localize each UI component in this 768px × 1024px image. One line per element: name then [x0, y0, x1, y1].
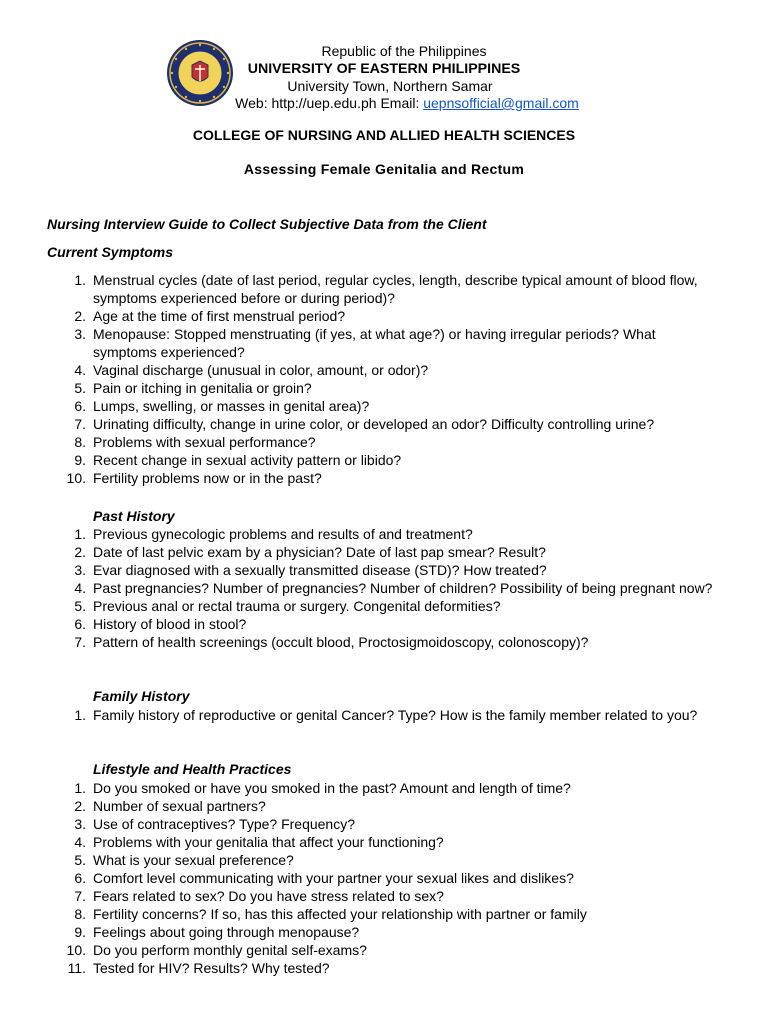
list-item-text: Fertility problems now or in the past?: [93, 470, 322, 486]
section-title-family-history: Family History: [93, 688, 190, 704]
past-history-list: [0, 525, 740, 651]
list-item: [0, 959, 740, 977]
list-item: [0, 469, 740, 487]
list-item: [0, 905, 740, 923]
list-item-text: Vaginal discharge (unusual in color, amount, or odor)?: [93, 362, 429, 378]
list-number: 3.: [74, 562, 86, 578]
list-item: [0, 851, 740, 869]
list-item-text: Fertility concerns? If so, has this affected your relationship with partner or family: [93, 906, 587, 922]
list-number: 1.: [74, 707, 86, 723]
list-number: 4.: [74, 834, 86, 850]
list-item: [0, 451, 740, 469]
list-number: 8.: [74, 906, 86, 922]
list-number: 2.: [74, 308, 86, 324]
current-symptoms-list: [0, 271, 740, 487]
list-item: [0, 543, 740, 561]
list-item: [0, 615, 740, 633]
list-item-text: Use of contraceptives? Type? Frequency?: [93, 816, 356, 832]
header-republic: Republic of the Philippines: [321, 43, 487, 59]
list-item-text: Urinating difficulty, change in urine color, or developed an odor? Difficulty controlling urine?: [93, 416, 655, 432]
list-number: 10.: [66, 470, 86, 486]
list-item-text: Problems with sexual performance?: [93, 434, 316, 450]
section-title-past-history: Past History: [93, 508, 175, 524]
lifestyle-list: [0, 779, 740, 977]
list-item-text: History of blood in stool?: [93, 616, 247, 632]
list-item-text: Family history of reproductive or genital Cancer? Type? How is the family member related to you?: [93, 707, 698, 723]
list-number: 4.: [74, 580, 86, 596]
list-item-text: Recent change in sexual activity pattern or libido?: [93, 452, 402, 468]
list-number: 6.: [74, 870, 86, 886]
list-number: 2.: [74, 544, 86, 560]
list-item: [0, 271, 740, 307]
list-number: 5.: [74, 598, 86, 614]
email-link[interactable]: uepnsofficial@gmail.com: [423, 95, 579, 111]
list-number: 3.: [74, 816, 86, 832]
family-history-list: [0, 706, 740, 724]
list-number: 6.: [74, 398, 86, 414]
list-item-text: Do you perform monthly genital self-exams?: [93, 942, 367, 958]
list-number: 8.: [74, 434, 86, 450]
list-item: [0, 579, 740, 597]
list-item-text: Evar diagnosed with a sexually transmitted disease (STD)? How treated?: [93, 562, 547, 578]
section-title-lifestyle: Lifestyle and Health Practices: [93, 761, 292, 777]
list-number: 9.: [74, 452, 86, 468]
list-item-text: Age at the time of first menstrual period?: [93, 308, 346, 324]
list-item: [0, 397, 740, 415]
list-number: 1.: [74, 780, 86, 796]
list-number: 11.: [67, 960, 86, 976]
list-item-text: Past pregnancies? Number of pregnancies? Number of children? Possibility of being pregnant now?: [93, 580, 713, 596]
list-item-text: Number of sexual partners?: [93, 798, 266, 814]
list-item-text: Previous gynecologic problems and results of and treatment?: [93, 526, 473, 542]
header-location: University Town, Northern Samar: [287, 78, 493, 94]
list-item: [0, 941, 740, 959]
list-item: [0, 797, 740, 815]
list-item: [0, 779, 740, 797]
list-number: 5.: [74, 380, 86, 396]
list-item: [0, 379, 740, 397]
header-university-name: UNIVERSITY OF EASTERN PHILIPPINES: [247, 61, 521, 77]
list-number: 1.: [74, 272, 86, 288]
list-item-text: Feelings about going through menopause?: [93, 924, 360, 940]
list-item: [0, 706, 740, 724]
list-number: 9.: [74, 924, 86, 940]
header-web-label: Web: http://uep.edu.ph Email:: [235, 95, 424, 111]
list-number: 2.: [74, 798, 86, 814]
list-number: 4.: [74, 362, 86, 378]
list-number: 1.: [74, 526, 86, 542]
document-title: Assessing Female Genitalia and Rectum: [243, 161, 525, 177]
list-item-text: Previous anal or rectal trauma or surgery. Congenital deformities?: [93, 598, 501, 614]
list-item: [0, 415, 740, 433]
list-item: [0, 361, 740, 379]
list-item-text: Pattern of health screenings (occult blood, Proctosigmoidoscopy, colonoscopy)?: [93, 634, 589, 650]
list-number: 7.: [74, 634, 86, 650]
list-item-text: What is your sexual preference?: [93, 852, 294, 868]
list-item-text: Pain or itching in genitalia or groin?: [93, 380, 312, 396]
list-number: 10.: [66, 942, 86, 958]
list-number: 6.: [74, 616, 86, 632]
list-item-text: Lumps, swelling, or masses in genital area)?: [93, 398, 370, 414]
list-item: [0, 433, 740, 451]
list-item: [0, 525, 740, 543]
list-number: 7.: [74, 416, 86, 432]
list-item-text: Problems with your genitalia that affect your functioning?: [93, 834, 444, 850]
list-item-text: Date of last pelvic exam by a physician? Date of last pap smear? Result?: [93, 544, 546, 560]
list-number: 7.: [74, 888, 86, 904]
section-title-current-symptoms: Current Symptoms: [47, 244, 174, 260]
list-item: [0, 633, 740, 651]
list-number: 3.: [74, 326, 86, 342]
list-item: [0, 307, 740, 325]
guide-heading: Nursing Interview Guide to Collect Subjective Data from the Client: [47, 216, 487, 232]
list-item: [0, 815, 740, 833]
list-item: [0, 833, 740, 851]
list-number: 5.: [74, 852, 86, 868]
list-item: [0, 869, 740, 887]
list-item: [0, 561, 740, 579]
list-item-text: Fears related to sex? Do you have stress related to sex?: [93, 888, 444, 904]
list-item-text: Comfort level communicating with your partner your sexual likes and dislikes?: [93, 870, 574, 886]
list-item: [0, 923, 740, 941]
list-item-text: Do you smoked or have you smoked in the past? Amount and length of time?: [93, 780, 571, 796]
college-title: COLLEGE OF NURSING AND ALLIED HEALTH SCIENCES: [192, 127, 576, 143]
list-item-text: Menopause: Stopped menstruating (if yes, at what age?) or having irregular periods? What symptoms experienced?: [93, 326, 656, 360]
header-contact: [23, 95, 768, 111]
list-item: [0, 597, 740, 615]
list-item: [0, 325, 740, 361]
list-item: [0, 887, 740, 905]
list-item-text: Menstrual cycles (date of last period, regular cycles, length, describe typical amount of blood flow, symptoms experienced before or during period)?: [93, 272, 698, 306]
list-item-text: Tested for HIV? Results? Why tested?: [93, 960, 330, 976]
